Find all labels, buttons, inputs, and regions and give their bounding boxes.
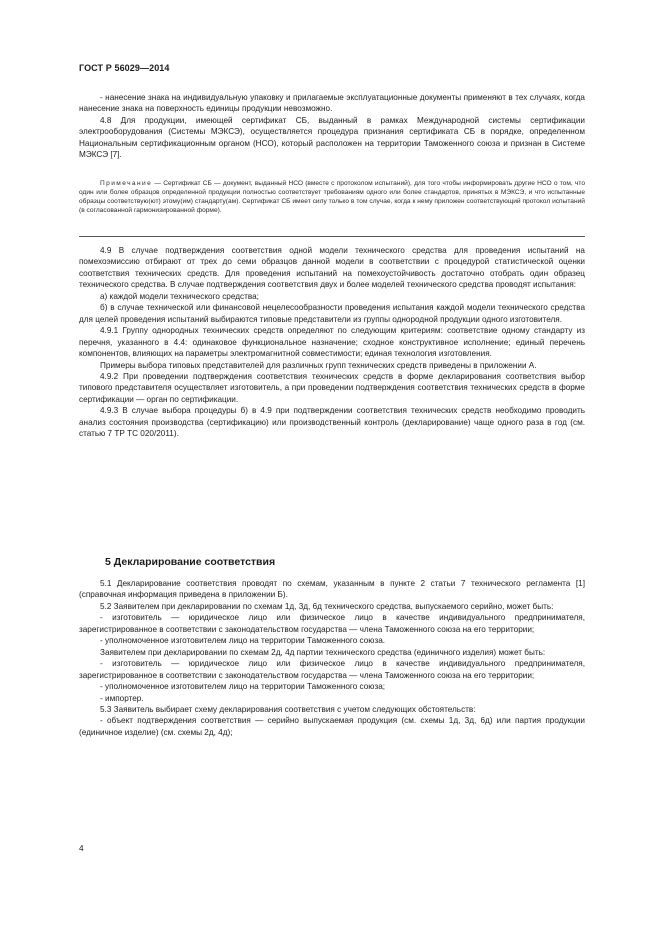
- paragraph-4-9-3: 4.9.3 В случае выбора процедуры б) в 4.9 при подтверждении соответствия технических средств необходимо проводить анализ состояния производства (сертификацию) или производственный контроль (декларирование) чаще одного раза в год (см. статью 7 ТР ТС 020/2011).: [79, 406, 585, 439]
- list-item-importer: - импортер.: [100, 693, 144, 703]
- block-4-9: [79, 245, 585, 440]
- note-separator: [79, 236, 585, 237]
- block-marking-and-4-8: [79, 92, 585, 161]
- list-item-b: б) в случае технической или финансовой нецелесообразности проведения испытания каждой модели технического средства для целей проведения испытаний выбираются типовые представители из группы однородной продукции одного изготовителя.: [79, 303, 585, 324]
- section-5-heading: 5 Декларирование соответствия: [105, 556, 276, 568]
- paragraph-4-9: 4.9 В случае подтверждения соответствия одной модели технического средства для проведения испытаний на помехоэмиссию отбирают от трех до семи образцов данной модели в соответствии с процедурой статистической оценки соответствия технических средств. Для проведения испытаний на помехоустойчивость достаточно отобрать один образец технического средства. В случае подтверждения соответствия двух и более моделей технического средства проводят испытания:: [79, 246, 585, 290]
- paragraph-4-9-1: 4.9.1 Группу однородных технических средств определяют по следующим критериям: соответствие одному стандарту из перечня, указанного в 4.4: одинаковое функциональное назначение; сходное конструктивное исполнение; единый перечень компонентов, влияющих на параметры электромагнитной совместимости; единая технология изготовления.: [79, 326, 585, 359]
- block-section-5: [79, 578, 585, 738]
- paragraph-batch-applicant: Заявителем при декларировании по схемам 2д, 4д партии технического средства (единичного изделия) может быть:: [100, 647, 546, 657]
- list-item-manufacturer: - изготовитель — юридическое лицо или физическое лицо в качестве индивидуального предпринимателя, зарегистрированное в соответствии с законодательством государства — члена Таможенного союза на его территории;: [79, 613, 585, 634]
- list-item-authorized-person: - уполномоченное изготовителем лицо на территории Таможенного союза.: [100, 636, 386, 646]
- note-text: — Сертификат СБ — документ, выданный НСО (вместе с протоколом испытаний), для того чтобы информировать другие НСО о том, что один или более образцов определенной продукции полностью соответствует требованиям одного или более стандартов, принятых в МЭКСЭ, и что испытанные образцы соответствую(ют) этому(им) стандарту(ам). Сертификат СБ имеет силу только в том случае, когда к нему приложен соответствующий протокол испытаний (в согласованной гармонизированной форме).: [79, 180, 585, 215]
- paragraph-5-1: 5.1 Декларирование соответствия проводят по схемам, указанным в пункте 2 статьи 7 технического регламента [1] (справочная информация приведена в приложении Б).: [79, 579, 585, 600]
- list-item-authorized-person-2: - уполномоченное изготовителем лицо на территории Таможенного союза;: [100, 682, 386, 692]
- page-number: 4: [79, 844, 84, 853]
- document-header: ГОСТ Р 56029—2014: [79, 63, 170, 73]
- note-paragraph: [79, 179, 585, 215]
- note-block: [79, 179, 585, 215]
- paragraph-examples: Примеры выбора типовых представителей для различных групп технических средств приведены в приложении А.: [100, 360, 537, 370]
- paragraph-4-9-2: 4.9.2 При проведении подтверждения соответствия технических средств в форме декларирования соответствия выбор типового представителя осуществляет изготовитель, а при проведении подтверждения соответствия технических средств в форме сертификации — орган по сертификации.: [79, 371, 585, 404]
- paragraph-marking-item: - нанесение знака на индивидуальную упаковку и прилагаемые эксплуатационные документы применяют в тех случаях, когда нанесение знака на поверхность единицы продукции невозможно.: [79, 93, 585, 114]
- list-item-object: - объект подтверждения соответствия — серийно выпускаемая продукция (см. схемы 1д, 3д, 6д) или партия продукции (единичное изделие) (см. схемы 2д, 4д);: [79, 716, 585, 737]
- list-item-a: а) каждой модели технического средства;: [100, 291, 259, 301]
- note-label: Примечание: [100, 180, 153, 187]
- paragraph-5-3: 5.3 Заявитель выбирает схему декларирования соответствия с учетом следующих обстоятельств:: [100, 704, 476, 714]
- list-item-manufacturer-2: - изготовитель — юридическое лицо или физическое лицо в качестве индивидуального предпринимателя, зарегистрированное в соответствии с законодательством государства — члена Таможенного союза на его территории;: [79, 659, 585, 680]
- paragraph-4-8: 4.8 Для продукции, имеющей сертификат СБ, выданный в рамках Международной системы сертификации электрооборудования (Системы МЭКСЭ), осуществляется процедура признания сертификата СБ в порядке, определенном Национальным сертификационным органом (НСО), который расположен на территории Таможенного союза и признан в Системе МЭКСЭ [7].: [79, 115, 585, 160]
- paragraph-5-2: 5.2 Заявителем при декларировании по схемам 1д, 3д, 6д технического средства, выпускаемого серийно, может быть:: [100, 601, 554, 611]
